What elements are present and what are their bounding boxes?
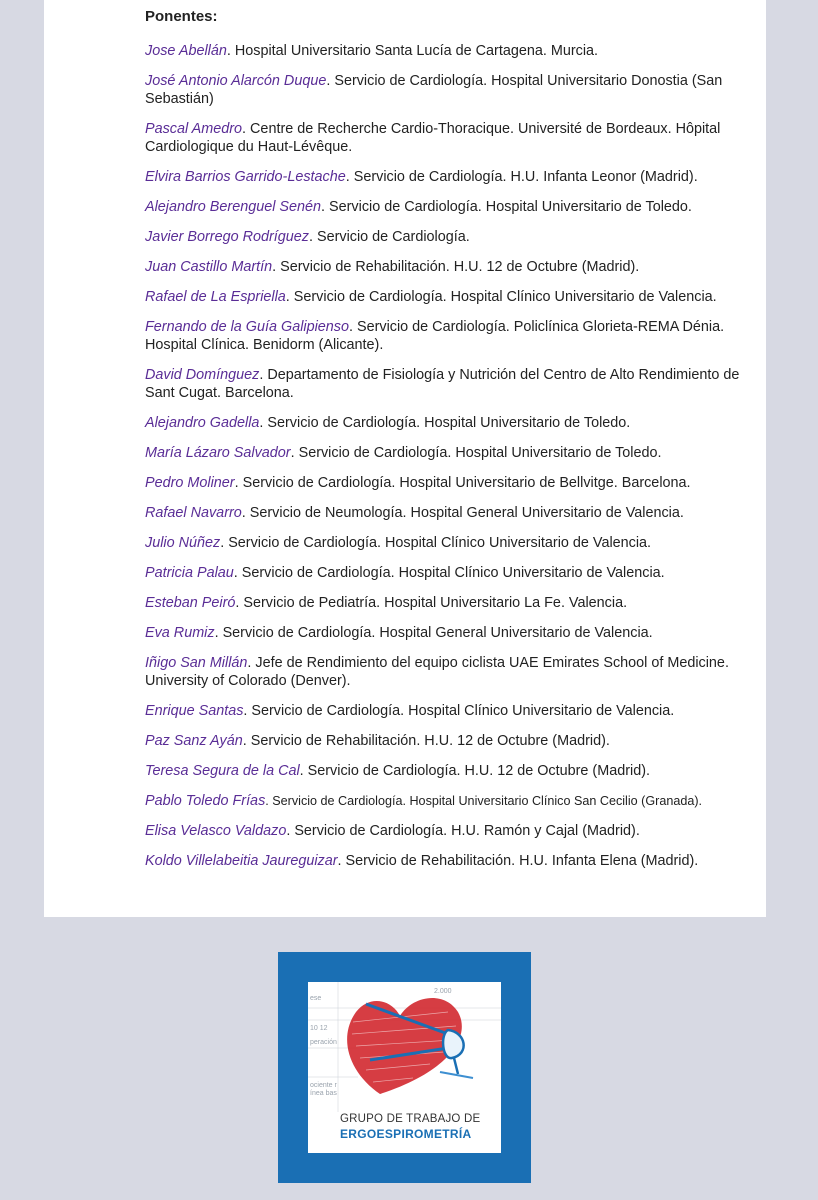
speaker-entry (145, 654, 745, 690)
logo-line1: GRUPO DE TRABAJO DE (340, 1113, 481, 1125)
speaker-affiliation: . Servicio de Cardiología. Hospital Universitario de Toledo. (321, 199, 692, 215)
bg-text: 10 12 (310, 1025, 328, 1032)
logo-line2: ERGOESPIROMETRÍA (340, 1127, 472, 1141)
speaker-affiliation: . Departamento de Fisiología y Nutrición del Centro de Alto Rendimiento de Sant Cugat. Barcelona. (145, 367, 740, 401)
speaker-affiliation: . Servicio de Cardiología. Hospital Universitario Clínico San Cecilio (Granada). (265, 794, 703, 808)
bg-text: peración (310, 1039, 337, 1046)
speaker-entry (145, 762, 745, 780)
speaker-entry (145, 318, 745, 354)
speaker-entry (145, 168, 745, 186)
speaker-affiliation: . Servicio de Rehabilitación. H.U. Infanta Elena (Madrid). (337, 853, 699, 869)
speaker-entry (145, 42, 745, 60)
speakers-card (44, 0, 766, 917)
speaker-entry (145, 594, 745, 612)
speaker-affiliation: . Centre de Recherche Cardio-Thoracique. Université de Bordeaux. Hôpital Cardiologique du Haut-Lévêque. (145, 121, 721, 155)
speaker-entry (145, 288, 745, 306)
speaker-entry (145, 72, 745, 108)
speaker-name: Jose Abellán (145, 43, 227, 59)
speaker-name: Pascal Amedro (145, 121, 243, 137)
speaker-affiliation: . Servicio de Cardiología. Hospital Universitario de Toledo. (290, 445, 662, 461)
speaker-name: José Antonio Alarcón Duque (145, 73, 327, 89)
speaker-entry (145, 504, 745, 522)
speaker-affiliation: . Servicio de Neumología. Hospital General Universitario de Valencia. (241, 505, 684, 521)
speaker-entry (145, 852, 745, 870)
ergoespirometria-logo (278, 952, 531, 1183)
bg-text: ese (310, 995, 322, 1002)
speaker-name: Alejandro Berenguel Senén (145, 199, 322, 215)
speaker-affiliation: . Servicio de Rehabilitación. H.U. 12 de Octubre (Madrid). (272, 259, 640, 275)
speaker-affiliation: . Servicio de Cardiología. H.U. Ramón y Cajal (Madrid). (286, 823, 640, 839)
speaker-name: David Domínguez (145, 367, 260, 383)
speaker-affiliation: . Servicio de Cardiología. Hospital General Universitario de Valencia. (214, 625, 653, 641)
speaker-affiliation: . Servicio de Cardiología. Hospital Clínico Universitario de Valencia. (233, 565, 665, 581)
speaker-entry (145, 534, 745, 552)
speaker-affiliation: . Hospital Universitario Santa Lucía de Cartagena. Murcia. (226, 43, 599, 59)
speaker-name: Teresa Segura de la Cal (145, 763, 300, 779)
speaker-entry (145, 474, 745, 492)
speaker-entry (145, 120, 745, 156)
speaker-entry (145, 258, 745, 276)
speaker-name: Rafael de La Espriella (145, 289, 286, 305)
speaker-list (145, 42, 745, 882)
speaker-affiliation: . Servicio de Cardiología. Hospital Clínico Universitario de Valencia. (243, 703, 675, 719)
speaker-entry (145, 414, 745, 432)
speaker-name: Pedro Moliner (145, 475, 235, 491)
speaker-affiliation: . Servicio de Cardiología. Hospital Universitario de Toledo. (259, 415, 631, 431)
speaker-name: Esteban Peiró (145, 595, 236, 611)
speaker-name: Javier Borrego Rodríguez (145, 229, 309, 245)
speaker-entry (145, 228, 745, 246)
speaker-name: Elisa Velasco Valdazo (145, 823, 287, 839)
speaker-entry (145, 366, 745, 402)
speaker-entry (145, 624, 745, 642)
speaker-name: Koldo Villelabeitia Jaureguizar (145, 853, 338, 869)
bg-text: 2.000 (434, 988, 452, 995)
speaker-entry (145, 198, 745, 216)
speaker-affiliation: . Servicio de Pediatría. Hospital Universitario La Fe. Valencia. (235, 595, 628, 611)
speaker-entry (145, 792, 745, 810)
bg-text: ociente r (310, 1082, 337, 1089)
speaker-affiliation: . Servicio de Cardiología. H.U. Infanta Leonor (Madrid). (345, 169, 698, 185)
speaker-affiliation: . Servicio de Cardiología. Hospital Universitario Donostia (San Sebastián) (145, 73, 723, 107)
speaker-name: Juan Castillo Martín (145, 259, 273, 275)
speaker-name: Paz Sanz Ayán (145, 733, 243, 749)
speaker-name: Fernando de la Guía Galipienso (145, 319, 349, 335)
bg-text: ínea bas (310, 1090, 337, 1097)
speaker-affiliation: . Servicio de Cardiología. Hospital Universitario de Bellvitge. Barcelona. (234, 475, 691, 491)
speaker-name: Pablo Toledo Frías (145, 793, 266, 809)
speaker-entry (145, 444, 745, 462)
speaker-entry (145, 732, 745, 750)
speaker-affiliation: . Servicio de Cardiología. Hospital Clínico Universitario de Valencia. (285, 289, 717, 305)
speaker-name: Elvira Barrios Garrido-Lestache (145, 169, 346, 185)
speaker-entry (145, 822, 745, 840)
speaker-affiliation: . Servicio de Cardiología. Policlínica Glorieta-REMA Dénia. Hospital Clínica. Benidorm (Alicante). (145, 319, 725, 353)
speaker-name: Eva Rumiz (145, 625, 215, 641)
speaker-entry (145, 564, 745, 582)
speaker-affiliation: . Servicio de Cardiología. Hospital Clínico Universitario de Valencia. (220, 535, 652, 551)
speaker-affiliation: . Servicio de Cardiología. (308, 229, 470, 245)
speaker-entry (145, 702, 745, 720)
speaker-affiliation: . Servicio de Cardiología. H.U. 12 de Octubre (Madrid). (299, 763, 650, 779)
speakers-heading: Ponentes: (145, 8, 218, 25)
speaker-name: Julio Núñez (145, 535, 221, 551)
speaker-name: Rafael Navarro (145, 505, 242, 521)
speaker-name: Alejandro Gadella (145, 415, 260, 431)
speaker-name: Patricia Palau (145, 565, 234, 581)
speaker-affiliation: . Servicio de Rehabilitación. H.U. 12 de Octubre (Madrid). (242, 733, 610, 749)
speaker-name: Iñigo San Millán (145, 655, 248, 671)
speaker-name: Enrique Santas (145, 703, 244, 719)
logo-inner-panel (308, 982, 501, 1153)
speaker-affiliation: . Jefe de Rendimiento del equipo ciclista UAE Emirates School of Medicine. University of Colorado (Denver). (145, 655, 729, 689)
speaker-name: María Lázaro Salvador (145, 445, 291, 461)
